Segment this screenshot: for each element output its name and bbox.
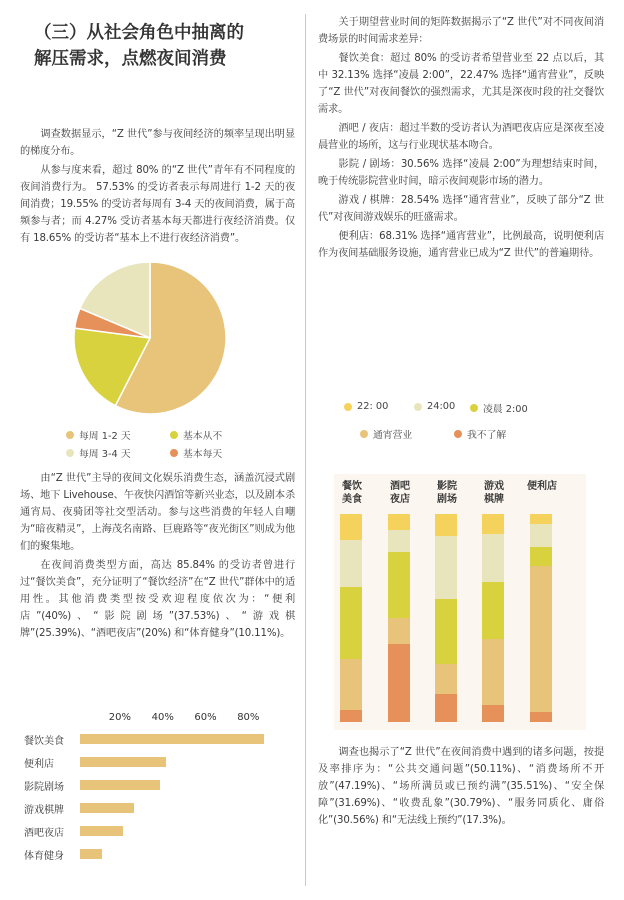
stacked-bar-segment <box>482 705 504 722</box>
right-paragraph-6: 便利店：68.31% 选择“通宵营业”，比例最高，说明便利店作为夜间基础服务设施，通宵营业已成为“Z 世代”的普遍期待。 <box>318 231 604 259</box>
stacked-category-label: 便利店 <box>527 481 557 492</box>
stacked-category-label: 餐饮 美食 <box>342 481 362 505</box>
stacked-legend-label: 凌晨 2:00 <box>483 404 528 415</box>
stacked-legend-label: 22: 00 <box>357 401 389 412</box>
left-column <box>20 20 295 247</box>
stacked-bar-segment <box>530 712 552 722</box>
stacked-bar-segment <box>435 664 457 694</box>
right-paragraph-7: 调查也揭示了“Z 世代”在夜间消费中遇到的诸多问题，按提及率排序为：“公共交通问题”(50.11%)、“消费场所不开放”(47.19%)、“场所满员或已预约满”(35.51%)、“安全保障”(31.69%)、“收费乱象”(30.79%)、“服务同质化、庸俗化”(30.56%) 和“无法线上预约”(17.3%)。 <box>318 747 604 826</box>
stacked-bar-segment <box>435 536 457 599</box>
stacked-bar-segment <box>388 644 410 722</box>
pie-legend-item <box>66 446 131 460</box>
legend-swatch <box>344 403 352 411</box>
stacked-bar-segment <box>482 639 504 705</box>
stacked-legend-item <box>470 401 528 415</box>
legend-swatch <box>66 449 74 457</box>
bar-category-label: 便利店 <box>24 759 54 770</box>
right-paragraph-1: 关于期望营业时间的矩阵数据揭示了“Z 世代”对不同夜间消费场景的时间需求差异： <box>318 17 604 45</box>
pie-legend-item <box>66 428 131 442</box>
bar-category-label: 餐饮美食 <box>24 736 64 747</box>
stacked-bar-segment <box>435 599 457 664</box>
stacked-category-label: 游戏 棋牌 <box>484 481 504 505</box>
bar-category-label: 游戏棋牌 <box>24 805 64 816</box>
bar <box>80 826 123 836</box>
pie-legend-label: 基本每天 <box>183 449 223 460</box>
left-paragraph-2: 从参与度来看，超过 80% 的“Z 世代”青年有不同程度的夜间消费行为。 57.53% 的受访者表示每周进行 1-2 天的夜间消费；19.55% 的受访者每周有 3-4 天的夜间消费，属于高频参与者；而 4.27% 受访者基本每天都进行夜经济消费。仅有 18.65% 的受访者“基本上不进行夜经济消费”。 <box>20 165 295 244</box>
pie-legend-label: 每周 1-2 天 <box>79 431 131 442</box>
stacked-category-label: 酒吧 夜店 <box>390 481 410 505</box>
stacked-bar-segment <box>340 710 362 722</box>
consumption-type-bar-chart <box>20 712 300 872</box>
stacked-bar-segment <box>482 534 504 582</box>
pie-legend-item <box>170 428 222 442</box>
pie-legend-item <box>170 446 222 460</box>
left-paragraph-1: 调查数据显示，“Z 世代”参与夜间经济的频率呈现出明显的梯度分布。 <box>20 129 295 157</box>
stacked-bar-segment <box>530 524 552 548</box>
frequency-pie-chart <box>70 258 230 418</box>
stacked-legend-label: 通宵营业 <box>373 430 413 441</box>
stacked-legend-label: 24:00 <box>427 401 456 412</box>
right-column-lower <box>318 744 604 829</box>
stacked-bar-segment <box>530 547 552 565</box>
x-tick-label: 60% <box>194 712 217 723</box>
legend-swatch <box>170 449 178 457</box>
pie-legend-label: 每周 3-4 天 <box>79 449 131 460</box>
column-divider <box>305 14 306 886</box>
heading-line-1: （三）从社会角色中抽离的 <box>34 23 244 43</box>
stacked-bar-segment <box>388 618 410 644</box>
right-column <box>318 14 604 262</box>
stacked-legend-item <box>344 401 388 412</box>
stacked-legend-label: 我不了解 <box>467 430 507 441</box>
stacked-bar-segment <box>482 514 504 534</box>
x-tick-label: 40% <box>151 712 174 723</box>
stacked-bar-segment <box>530 566 552 713</box>
stacked-bar-segment <box>340 514 362 540</box>
bar <box>80 734 264 744</box>
right-paragraph-5: 游戏 / 棋牌：28.54% 选择“通宵营业”，反映了部分“Z 世代”对夜间游戏娱乐的旺盛需求。 <box>318 195 604 223</box>
stacked-bar-segment <box>340 540 362 587</box>
bar <box>80 757 166 767</box>
legend-swatch <box>66 431 74 439</box>
bar-category-label: 酒吧夜店 <box>24 828 64 839</box>
left-column-lower <box>20 470 295 642</box>
section-heading <box>34 20 295 72</box>
right-paragraph-4: 影院 / 剧场：30.56% 选择“凌晨 2:00”为理想结束时间，晚于传统影院营业时间，暗示夜间观影市场的潜力。 <box>318 159 604 187</box>
opening-hours-stacked-chart <box>334 474 586 730</box>
stacked-bar-segment <box>435 694 457 722</box>
heading-line-2: 解压需求，点燃夜间消费 <box>34 49 227 69</box>
left-paragraph-3: 由“Z 世代”主导的夜间文化娱乐消费生态，涵盖沉浸式剧场、地下 Livehouse、午夜快闪酒馆等新兴业态，以及剧本杀通宵局、夜骑团等社交型活动。参与这些消费的年轻人自嘲为“暗夜精灵”，上海茂名南路、巨鹿路等“夜光街区”则成为他们的聚集地。 <box>20 473 295 552</box>
stacked-bar-segment <box>435 514 457 536</box>
right-paragraph-2: 餐饮美食：超过 80% 的受访者希望营业至 22 点以后，其中 32.13% 选择“凌晨 2:00”，22.47% 选择“通宵营业”，反映了“Z 世代”对夜间餐饮的强烈需求，尤其是深夜时段的社交餐饮需求。 <box>318 53 604 115</box>
stacked-bar-segment <box>482 582 504 639</box>
stacked-bar-segment <box>530 514 552 524</box>
bar <box>80 803 134 813</box>
stacked-legend-item <box>360 427 412 441</box>
right-paragraph-3: 酒吧 / 夜店：超过半数的受访者认为酒吧夜店应是深夜至凌晨营业的场所，这与行业现状基本吻合。 <box>318 123 604 151</box>
x-tick-label: 80% <box>237 712 260 723</box>
stacked-legend-item <box>454 427 506 441</box>
stacked-legend-item <box>414 401 455 412</box>
legend-swatch <box>470 404 478 412</box>
stacked-bar-segment <box>340 659 362 709</box>
bar-category-label: 体育健身 <box>24 851 64 862</box>
pie-legend-label: 基本从不 <box>183 431 223 442</box>
bar <box>80 849 102 859</box>
left-paragraph-4: 在夜间消费类型方面，高达 85.84% 的受访者曾进行过“餐饮美食”，充分证明了“餐饮经济”在“Z 世代”群体中的适用性。其他消费类型按受欢迎程度依次为：“便利店”(40%)、“影院剧场”(37.53%)、“游戏棋牌”(25.39%)、“酒吧夜店”(20%) 和“体育健身”(10.11%)。 <box>20 560 295 639</box>
stacked-bar-segment <box>388 530 410 552</box>
legend-swatch <box>170 431 178 439</box>
legend-swatch <box>414 403 422 411</box>
stacked-bar-segment <box>388 552 410 618</box>
x-tick-label: 20% <box>108 712 132 723</box>
legend-swatch <box>454 430 462 438</box>
legend-swatch <box>360 430 368 438</box>
stacked-bar-segment <box>340 587 362 659</box>
stacked-bar-segment <box>388 514 410 530</box>
bar-category-label: 影院剧场 <box>24 782 64 793</box>
bar <box>80 780 160 790</box>
stacked-category-label: 影院 剧场 <box>437 481 457 505</box>
